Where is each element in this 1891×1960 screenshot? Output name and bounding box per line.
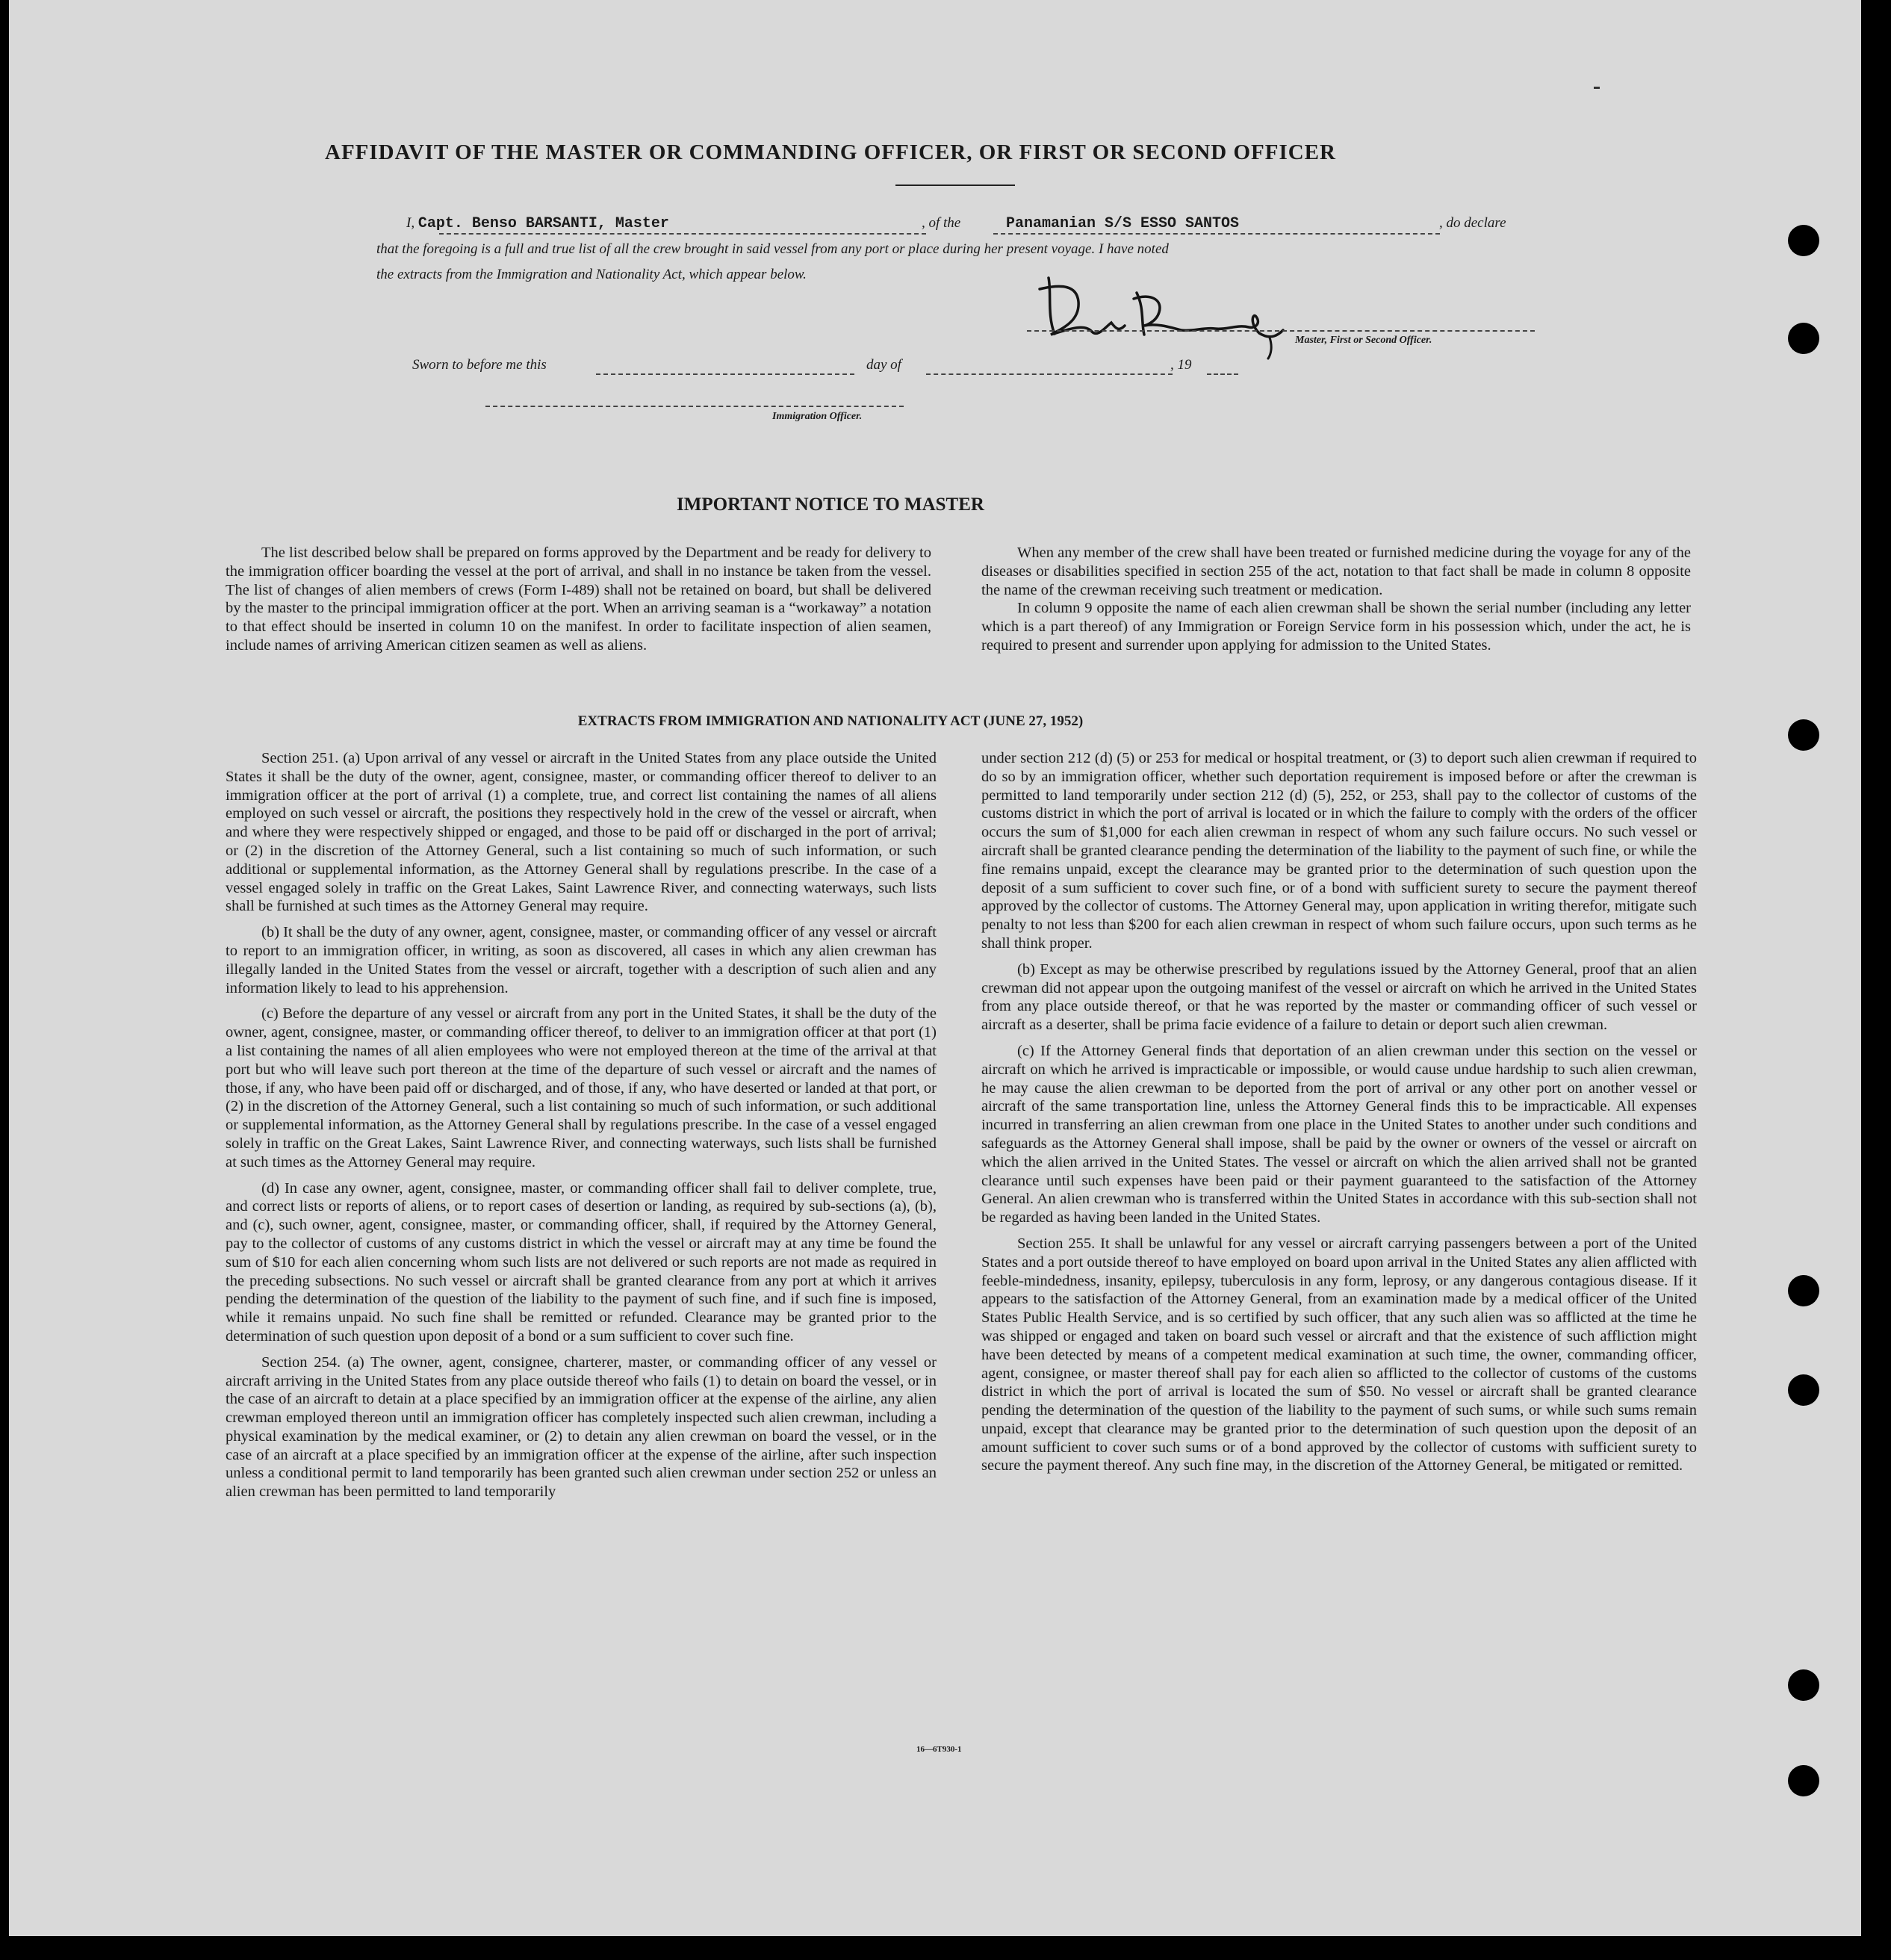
notice-right-paragraph-1: When any member of the crew shall have been treated or furnished medicine during the voyage for any of the diseases or disabilities specified in section 255 of the act, notation to that fact shall be made in column 8 opposite the name of the crewman receiving such treatment or medication.	[981, 545, 1691, 598]
do-declare-label: , do declare	[1439, 215, 1506, 231]
binder-hole	[1788, 1765, 1819, 1796]
vessel-field	[1006, 215, 1239, 232]
binder-hole	[1788, 719, 1819, 751]
binder-hole	[1788, 323, 1819, 354]
binder-hole	[1788, 225, 1819, 256]
notice-right-paragraph-2: In column 9 opposite the name of each alien crewman shall be shown the serial number (including any letter which is a part thereof) of any Immigration or Foreign Service form in his possession which, under the act, he is required to present and surrender upon applying for admission to the United States.	[981, 600, 1691, 654]
section-255: Section 255. It shall be unlawful for any vessel or aircraft carrying passengers between a port of the United States and a port outside thereof to have employed on board upon arrival in the United States any alien afflicted with feeble-mindedness, insanity, epilepsy, tuberculosis in any form, leprosy, or any dangerous contagious disease. If it appears to the satisfaction of the Attorney General, from an examination made by a medical officer of the United States Public Health Service, and is so certified by such officer, that any such alien was so afflicted at the time he was shipped or engaged and taken on board such vessel or aircraft and that the existence of such affliction might have been detected by means of a competent medical examination at such time, the owner, commanding officer, agent, consignee, or master thereof shall pay for each alien so afflicted to the collector of customs of the customs district in which the port of arrival is located the sum of $50. No vessel or aircraft shall be granted clearance pending the determination of the question of the liability to the payment of such sums, or while such sums remain unpaid, except that clearance may be granted prior to the determination of such question upon the deposit of an amount sufficient to cover such sums or of a bond approved by the collector of customs with sufficient surety to secure the payment thereof. Any such fine may, in the discretion of the Attorney General, be mitigated or remitted.	[981, 1235, 1697, 1474]
notice-title: IMPORTANT NOTICE TO MASTER	[677, 494, 984, 515]
extracts-title: EXTRACTS FROM IMMIGRATION AND NATIONALITY ACT (JUNE 27, 1952)	[577, 713, 1084, 729]
binder-hole	[1788, 1275, 1819, 1306]
affidavit-title: AFFIDAVIT OF THE MASTER OR COMMANDING OFFICER, OR FIRST OR SECOND OFFICER	[325, 140, 1336, 164]
binder-hole	[1788, 1669, 1819, 1701]
sworn-day-line	[596, 373, 854, 375]
day-of-label: day of	[866, 357, 901, 373]
section-254-a-continued: under section 212 (d) (5) or 253 for medical or hospital treatment, or (3) to deport such alien crewman if required to do so by an immigration officer, whether such deportation requirement is imposed before or after the crewman is permitted to land temporarily under section 212 (d) (5), 252, or 253, shall pay to the collector of customs of the customs district in which the port of arrival is located or in which the failure to comply with the orders of the officer occurs the sum of $1,000 for each alien crewman in respect of whom any such failure occurs. No such vessel or aircraft shall be granted clearance pending the determination of the liability to the payment of such fine, or while the fine remains unpaid, except the clearance may be granted prior to the determination of such question upon the deposit of a sum sufficient to cover such fine, or of a bond with sufficient surety to secure the payment thereof approved by the collector of customs. The Attorney General may, upon application in writing therefor, mitigate such penalty to not less than $200 for each alien crewman in respect of whom such failure occurs, upon such terms as he shall think proper.	[981, 750, 1697, 952]
corner-mark	[1594, 87, 1600, 89]
section-251-a: Section 251. (a) Upon arrival of any vessel or aircraft in the United States from any place outside the United States it shall be the duty of the owner, agent, consignee, master, or commanding officer thereof to deliver to an immigration officer at the port of arrival (1) a complete, true, and correct list containing the names of all aliens employed on such vessel or aircraft, the positions they respectively hold in the crew of the vessel or aircraft, when and where they were respectively shipped or engaged, and those to be paid off or discharged in the port of arrival; or (2) in the discretion of the Attorney General, such a list containing so much of such information, or such additional or supplemental information, as the Attorney General shall by regulations prescribe. In the case of a vessel engaged solely in traffic on the Great Lakes, Saint Lawrence River, and connecting waterways, such lists shall be furnished at such times as the Attorney General may require.	[226, 750, 937, 915]
year-label: , 19	[1170, 357, 1192, 373]
section-251-b: (b) It shall be the duty of any owner, agent, consignee, master, or commanding officer of any vessel or aircraft to report to an immigration officer, in writing, as soon as discovered, all cases in which any alien crewman has illegally landed in the United States from the vessel or aircraft, together with a description of such alien and any information likely to lead to his apprehension.	[226, 924, 937, 996]
declaration-line-2: that the foregoing is a full and true list of all the crew brought in said vessel from any port or place during her present voyage. I have noted	[376, 241, 1169, 257]
vessel-name: Panamanian S/S ESSO SANTOS	[1006, 215, 1240, 232]
form-code: 16—6T930-1	[916, 1745, 962, 1754]
section-254-c: (c) If the Attorney General finds that deportation of an alien crewman under this section on the vessel or aircraft on which he arrived is impracticable or impossible, or would cause undue hardship to such alien crewman, he may cause the alien crewman to be deported from the port of arrival or any other port on another vessel or aircraft of the same transportation line, unless the Attorney General finds this to be impracticable. All expenses incurred in transferring an alien crewman from one place in the United States to another under such conditions and safeguards as the Attorney General shall impose, shall be paid by the owner or owners of the vessel or aircraft on which the alien arrived in the United States. The vessel or aircraft on which the alien arrived shall not be granted clearance until such expenses have been paid or their payment guaranteed to the satisfaction of the Attorney General. An alien crewman who is transferred within the United States in accordance with this sub-section shall not be regarded as having been landed in the United States.	[981, 1042, 1697, 1226]
notice-left-paragraph: The list described below shall be prepared on forms approved by the Department and be ready for delivery to the immigration officer boarding the vessel at the port of arrival, and shall in no instance be taken from the vessel. The list of changes of alien members of crews (Form I-489) shall not be retained on board, but shall be delivered by the master to the principal immigration officer at the port. When an arriving seaman is a “workaway” a notation to that effect should be inserted in column 10 on the manifest. In order to facilitate inspection of alien seamen, include names of arriving American citizen seamen as well as aliens.	[226, 545, 931, 654]
binder-hole	[1788, 1374, 1819, 1406]
officer-signature-line	[485, 406, 904, 407]
master-name-line	[439, 233, 926, 235]
declaration-line-1	[406, 215, 669, 232]
section-254-a: Section 254. (a) The owner, agent, consignee, charterer, master, or commanding officer of any vessel or aircraft arriving in the United States from any place outside thereof who fails (1) to detain on board the vessel, or in the case of an aircraft to detain at a place specified by an immigration officer at the expense of the airline, any alien crewman employed thereon until an immigration officer has completely inspected such alien crewman, including a physical examination by the medical examiner, or (2) to detain any alien crewman on board the vessel, or in the case of an aircraft at a place specified by an immigration officer at the expense of the airline, after such inspection unless a conditional permit to land temporarily has been granted such alien crewman under section 252 or unless an alien crewman has been permitted to land temporarily	[226, 1353, 937, 1501]
title-rule	[895, 184, 1015, 186]
declaration-line-3: the extracts from the Immigration and Nationality Act, which appear below.	[376, 267, 807, 282]
master-signature	[1032, 263, 1316, 360]
i-prefix: I,	[406, 215, 415, 231]
section-251-c: (c) Before the departure of any vessel or aircraft from any port in the United States, it shall be the duty of the owner, agent, consignee, master, or commanding officer thereof, to deliver to an immigration officer at that port (1) a list containing the names of all alien employees who were not employed thereon at the time of the arrival at that port but who will leave such port thereon at the time of the departure of such vessel or aircraft and the names of those, if any, who have been paid off or discharged, and of those, if any, who have deserted or landed at that port, or (2) in the discretion of the Attorney General, such a list containing so much of such information, or such additional or supplemental information, as the Attorney General shall by regulations prescribe. In the case of a vessel engaged solely in traffic on the Great Lakes, Saint Lawrence River, and connecting waterways, such lists shall be furnished at such times as the Attorney General may require.	[226, 1005, 937, 1170]
signature-caption: Master, First or Second Officer.	[1295, 335, 1432, 346]
master-name: Capt. Benso BARSANTI, Master	[417, 215, 669, 232]
section-254-b: (b) Except as may be otherwise prescribed by regulations issued by the Attorney General, proof that an alien crewman did not appear upon the outgoing manifest of the vessel or aircraft on which he arrived in the United States from any place outside thereof, or that he was reported by the master or commanding officer of such vessel or aircraft as a deserter, shall be prima facie evidence of a failure to detain or deport such alien crewman.	[981, 961, 1697, 1034]
notice-left-column	[226, 544, 931, 663]
notice-right-column	[981, 544, 1691, 663]
signature-line	[1027, 330, 1535, 332]
of-the-label: , of the	[922, 215, 961, 231]
vessel-name-line	[993, 233, 1440, 235]
sworn-year-line	[1207, 373, 1238, 375]
extracts-right-column	[981, 749, 1697, 1483]
extracts-left-column	[226, 749, 937, 1509]
officer-caption: Immigration Officer.	[772, 411, 863, 422]
section-251-d: (d) In case any owner, agent, consignee, master, or commanding officer shall fail to deliver complete, true, and correct lists or reports of aliens, or to report cases of desertion or landing, as required by sub-sections (a), (b), and (c), such owner, agent, consignee, master, or commanding officer, shall, if required by the Attorney General, pay to the collector of customs of any customs district in which the vessel or aircraft may at any time be found the sum of $10 for each alien concerning whom such lists are not delivered or such reports are not made as required in the preceding subsections. No such vessel or aircraft shall be granted clearance from any port at which it arrives pending the determination of the question of the liability to the payment of such fine, and if such fine is imposed, while it remains unpaid. No such fine shall be remitted or refunded. Clearance may be granted prior to the determination of such question upon deposit of a bond or a sum sufficient to cover such fine.	[226, 1179, 937, 1345]
document-page	[9, 0, 1861, 1936]
sworn-month-line	[926, 373, 1173, 375]
sworn-label: Sworn to before me this	[412, 357, 547, 373]
